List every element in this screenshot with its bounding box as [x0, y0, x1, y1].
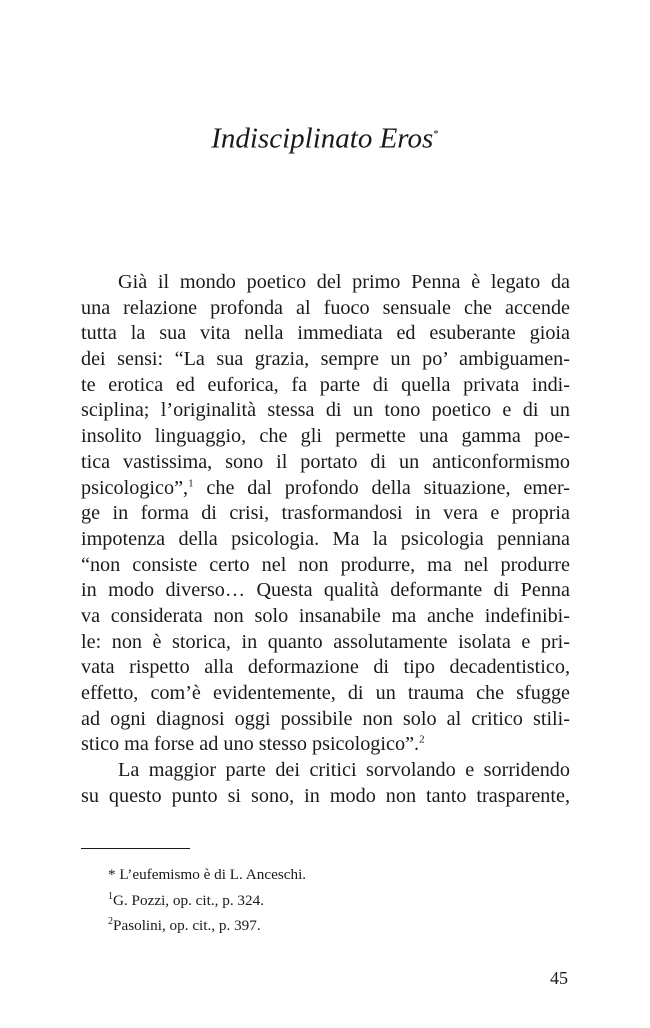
text-segment: tutta la sua vita nella immediata ed esuberante gioia: [81, 322, 570, 345]
text-segment: “non consiste certo nel non produrre, ma nel produrre: [81, 553, 570, 576]
footnote-text: G. Pozzi, op. cit., p. 324.: [113, 891, 265, 909]
text-segment: ge in forma di crisi, trasformandosi in vera e propria: [81, 502, 570, 525]
text-segment: una relazione profonda al fuoco sensuale che accende: [81, 296, 570, 319]
text-segment: vata rispetto alla deformazione di tipo decadentistico,: [81, 656, 570, 679]
page-number: 45: [550, 968, 568, 988]
text-line: [81, 527, 570, 553]
footnote-mark: *: [108, 866, 116, 883]
text-line: [81, 707, 570, 733]
text-segment: le: non è storica, in quanto assolutamente isolata e pri-: [81, 630, 570, 653]
text-line: [81, 321, 570, 347]
text-segment: insolito linguaggio, che gli permette una gamma poe-: [81, 425, 570, 448]
text-line: [81, 553, 570, 579]
text-segment: psicologico”,: [81, 476, 189, 499]
footnote-text: L’eufemismo è di L. Anceschi.: [115, 866, 307, 883]
text-line: [81, 630, 570, 656]
text-line: [81, 681, 570, 707]
text-line: [81, 373, 570, 399]
text-segment: dei sensi: “La sua grazia, sempre un po’ ambiguamen-: [81, 348, 570, 371]
text-line: su questo punto si sono, in modo non tanto trasparente,: [81, 784, 570, 807]
footnote: [108, 913, 568, 939]
text-segment: va considerata non solo insanabile ma anche indefinibi-: [81, 604, 570, 627]
text-segment: Già il mondo poetico del primo Penna è legato da: [118, 271, 570, 293]
text-line: [81, 296, 570, 322]
text-segment: ad ogni diagnosi oggi possibile non solo al critico stili-: [81, 707, 570, 730]
text-segment: sciplina; l’originalità stessa di un tono poetico e di un: [81, 399, 570, 422]
text-line: [81, 398, 570, 424]
text-segment: che dal profondo della situazione, emer-: [193, 476, 570, 499]
text-line: [81, 424, 570, 450]
text-segment: te erotica ed euforica, fa parte di quella privata indi-: [81, 373, 570, 396]
footnote: [108, 888, 568, 914]
body-text: [81, 270, 570, 809]
text-line: [81, 270, 570, 296]
footnote: [108, 862, 568, 888]
chapter-title-text: Indisciplinato Eros: [211, 122, 434, 155]
chapter-title: [0, 114, 650, 159]
text-line: [81, 578, 570, 604]
footnotes: [108, 862, 568, 939]
text-line: [81, 347, 570, 373]
footnote-reference: 2: [419, 733, 425, 746]
title-footnote-mark: *: [433, 128, 439, 140]
text-line: [81, 501, 570, 527]
text-line: [81, 476, 570, 502]
text-segment: tica vastissima, sono il portato di un anticonformismo: [81, 450, 570, 473]
footnote-separator: [81, 848, 190, 849]
text-segment: effetto, com’è evidentemente, di un trauma che sfugge: [81, 682, 570, 704]
footnote-mark: 1: [108, 890, 113, 902]
footnote-reference: 1: [188, 476, 194, 489]
text-segment: stico ma forse ad uno stesso psicologico”.: [81, 733, 420, 756]
text-line: [81, 732, 570, 758]
footnote-mark: 2: [108, 915, 113, 927]
text-line: La maggior parte dei critici sorvolando e sorridendo: [118, 759, 570, 782]
text-segment: in modo diverso… Questa qualità deformante di Penna: [81, 579, 570, 602]
footnote-text: Pasolini, op. cit., p. 397.: [113, 917, 261, 934]
text-line: [81, 604, 570, 630]
text-line: [81, 450, 570, 476]
text-segment: impotenza della psicologia. Ma la psicologia penniana: [81, 527, 570, 550]
text-line: [81, 655, 570, 681]
